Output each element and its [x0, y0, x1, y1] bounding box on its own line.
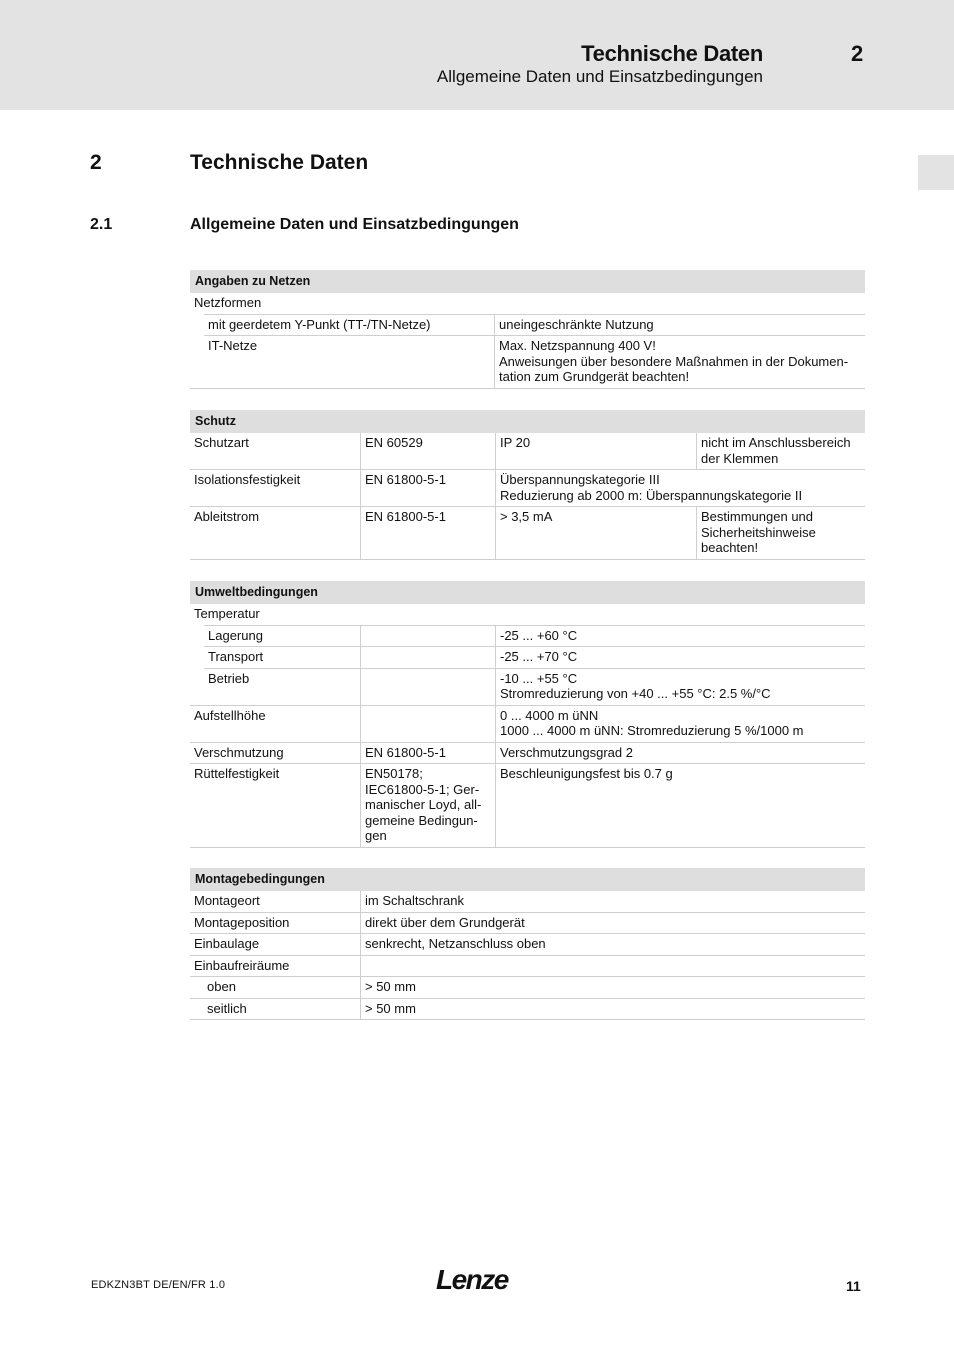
- row-value: Max. Netzspannung 400 V! Anweisungen über besondere Maßnahmen in der Dokumen- tation zum Grundgerät beachten!: [494, 336, 865, 388]
- table-row: [190, 506, 865, 559]
- page-number: 11: [846, 1278, 861, 1294]
- page-header-band: [0, 0, 954, 110]
- lenze-logo: Lenze: [436, 1264, 508, 1295]
- row-value: -25 ... +60 °C: [495, 626, 865, 647]
- table-row: [190, 891, 865, 912]
- row-value: > 50 mm: [360, 977, 865, 998]
- row-label: Montageposition: [194, 914, 290, 930]
- row-value: im Schaltschrank: [360, 891, 865, 912]
- row-label: Verschmutzung: [194, 744, 284, 760]
- row-label: Schutzart: [194, 435, 249, 450]
- footer-doc-id: EDKZN3BT DE/EN/FR 1.0: [91, 1279, 226, 1291]
- header-title: Technische Daten: [581, 41, 763, 66]
- row-value: Beschleunigungsfest bis 0.7 g: [495, 764, 865, 847]
- row-value: senkrecht, Netzanschluss oben: [360, 934, 865, 955]
- table-bottom-rule: [190, 388, 865, 389]
- row-norm: EN 60529: [360, 433, 495, 469]
- row-value: > 3,5 mA: [495, 507, 696, 559]
- table-row: [190, 955, 865, 977]
- table-row: [204, 646, 865, 668]
- table-schutz: [190, 410, 865, 560]
- group-label: Netzformen: [194, 295, 262, 310]
- table-netze: [190, 270, 865, 389]
- row-norm: [360, 626, 495, 647]
- table-row: [190, 976, 865, 998]
- table-row: [190, 705, 865, 742]
- row-value: Verschmutzungsgrad 2: [495, 743, 865, 764]
- table-row: [190, 604, 865, 625]
- table-row: [190, 998, 865, 1020]
- row-norm: [360, 669, 495, 705]
- table-row: [204, 314, 865, 336]
- row-value: uneingeschränkte Nutzung: [494, 315, 865, 336]
- row-label: Betrieb: [208, 670, 250, 686]
- table-row: [190, 742, 865, 764]
- table-row: [204, 668, 865, 705]
- row-norm: EN 61800-5-1: [360, 507, 495, 559]
- row-value: -10 ... +55 °C Stromreduzierung von +40 ... +55 °C: 2.5 %/°C: [495, 669, 865, 705]
- row-label: IT-Netze: [208, 338, 258, 353]
- row-norm: [360, 647, 495, 668]
- table-row: [190, 912, 865, 934]
- table-bottom-rule: [190, 559, 865, 560]
- table-row: [190, 293, 865, 314]
- table-bottom-rule: [190, 1019, 865, 1020]
- section-title: Allgemeine Daten und Einsatzbedingungen: [190, 216, 519, 233]
- table-heading: Umweltbedingungen: [190, 581, 865, 604]
- row-label: Montageort: [194, 893, 260, 908]
- row-label: oben: [207, 979, 236, 994]
- header-chapter-number: 2: [851, 41, 864, 66]
- row-label: Isolationsfestigkeit: [194, 472, 301, 487]
- row-note: Bestimmungen und Sicherheitshinweise beachten!: [696, 507, 865, 559]
- row-label: Ableitstrom: [194, 509, 260, 524]
- table-row: [190, 933, 865, 955]
- row-label: Lagerung: [208, 627, 263, 643]
- group-label: Temperatur: [194, 606, 260, 621]
- table-heading: Schutz: [190, 410, 865, 433]
- row-norm: EN 61800-5-1: [360, 470, 495, 506]
- row-norm: EN 61800-5-1: [360, 743, 495, 764]
- row-label: mit geerdetem Y-Punkt (TT-/TN-Netze): [208, 316, 431, 332]
- row-label: Einbaulage: [194, 936, 260, 951]
- row-norm: [360, 706, 495, 742]
- row-value: [360, 956, 865, 977]
- table-bottom-rule: [190, 847, 865, 848]
- table-row: [190, 433, 865, 469]
- section-number: 2.1: [90, 216, 113, 233]
- table-row: [190, 469, 865, 506]
- table-heading: Montagebedingungen: [190, 868, 865, 891]
- row-label: Einbaufreiräume: [194, 957, 290, 973]
- row-value: > 50 mm: [360, 999, 865, 1020]
- row-value: 0 ... 4000 m üNN 1000 ... 4000 m üNN: Stromreduzierung 5 %/1000 m: [495, 706, 865, 742]
- row-value: -25 ... +70 °C: [495, 647, 865, 668]
- chapter-number: 2: [90, 151, 102, 174]
- row-label: Transport: [208, 649, 264, 664]
- table-row: [190, 763, 865, 847]
- header-subtitle: Allgemeine Daten und Einsatzbedingungen: [436, 67, 763, 86]
- table-heading: Angaben zu Netzen: [190, 270, 865, 293]
- row-label: Rüttelfestigkeit: [194, 766, 280, 781]
- table-montage: [190, 868, 865, 1020]
- chapter-title: Technische Daten: [190, 151, 369, 174]
- row-value: Überspannungskategorie III Reduzierung ab 2000 m: Überspannungskategorie II: [495, 470, 865, 506]
- row-note: nicht im Anschlussbereich der Klemmen: [696, 433, 865, 469]
- row-norm: EN50178; IEC61800-5-1; Ger- manischer Loyd, all- gemeine Bedingun- gen: [360, 764, 495, 847]
- row-value: IP 20: [495, 433, 696, 469]
- row-label: seitlich: [207, 1000, 247, 1016]
- table-row: [204, 625, 865, 647]
- chapter-side-tab: [918, 155, 954, 190]
- row-label: Aufstellhöhe: [194, 707, 266, 723]
- row-value: direkt über dem Grundgerät: [360, 913, 865, 934]
- table-row: [204, 335, 865, 388]
- table-umwelt: [190, 581, 865, 848]
